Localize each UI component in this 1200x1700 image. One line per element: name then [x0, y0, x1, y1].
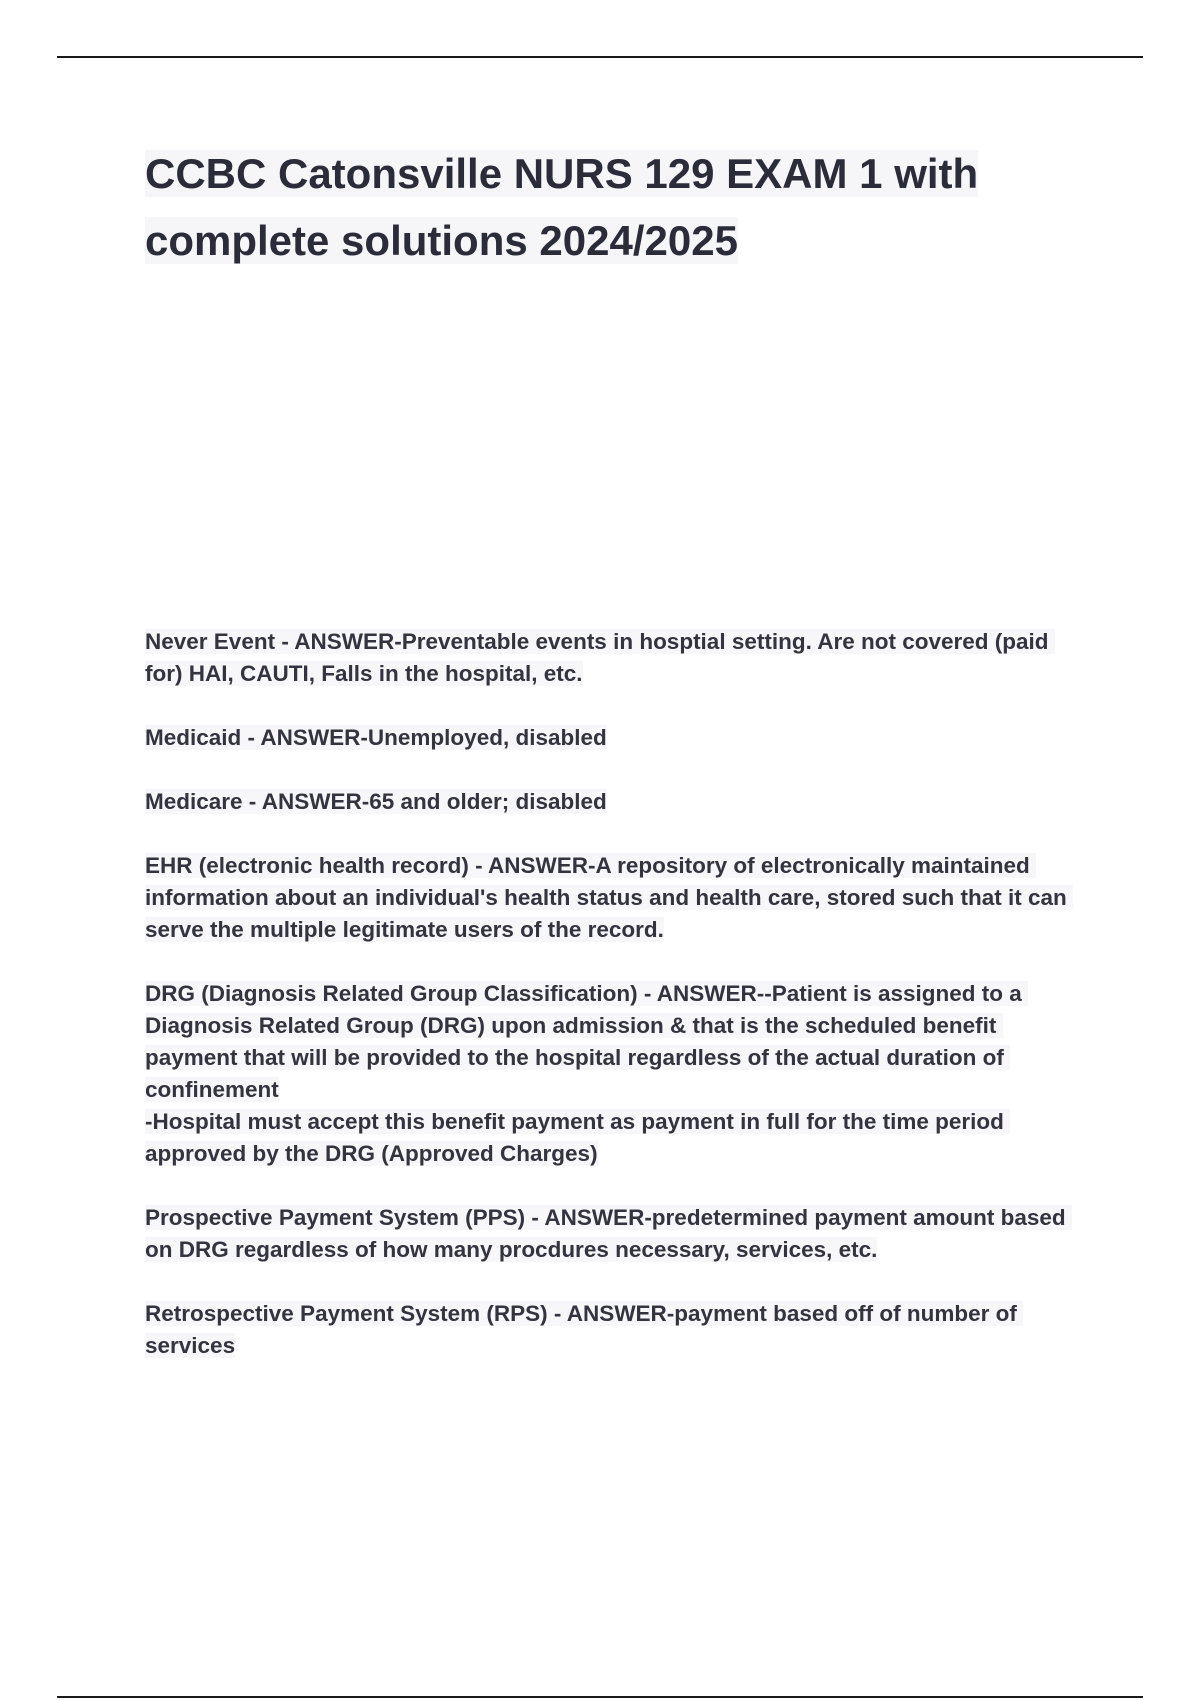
document-title-text: CCBC Catonsville NURS 129 EXAM 1 with complete solutions 2024/2025: [145, 150, 979, 264]
qa-list: [145, 626, 1090, 1394]
qa-text: Medicare - ANSWER-65 and older; disabled: [145, 789, 607, 814]
qa-item-never-event: [145, 626, 1090, 690]
qa-item-pps: [145, 1202, 1090, 1266]
qa-text: Retrospective Payment System (RPS) - ANSWER-payment based off of number of services: [145, 1301, 1024, 1358]
qa-text: Prospective Payment System (PPS) - ANSWER-predetermined payment amount based on DRG regardless of how many procdures necessary, services, etc.: [145, 1205, 1072, 1262]
qa-text: DRG (Diagnosis Related Group Classification) - ANSWER--Patient is assigned to a Diagnosis Related Group (DRG) upon admission & that is the scheduled benefit payment that will be provided to the hospital regardless of the actual duration of confinement -Hospital must accept this benefit payment as payment in full for the time period approved by the DRG (Approved Charges): [145, 981, 1028, 1166]
qa-item-drg: [145, 978, 1090, 1170]
qa-item-ehr: [145, 850, 1090, 946]
footer-rule: [57, 1696, 1143, 1698]
header-rule: [57, 56, 1143, 58]
qa-item-medicare: [145, 786, 1090, 818]
qa-text: Never Event - ANSWER-Preventable events in hosptial setting. Are not covered (paid for) HAI, CAUTI, Falls in the hospital, etc.: [145, 629, 1055, 686]
qa-text: EHR (electronic health record) - ANSWER-A repository of electronically maintained information about an individual's health status and health care, stored such that it can serve the multiple legitimate users of the record.: [145, 853, 1074, 942]
qa-item-rps: [145, 1298, 1090, 1362]
document-title: [145, 140, 1085, 274]
qa-text: Medicaid - ANSWER-Unemployed, disabled: [145, 725, 607, 750]
qa-item-medicaid: [145, 722, 1090, 754]
